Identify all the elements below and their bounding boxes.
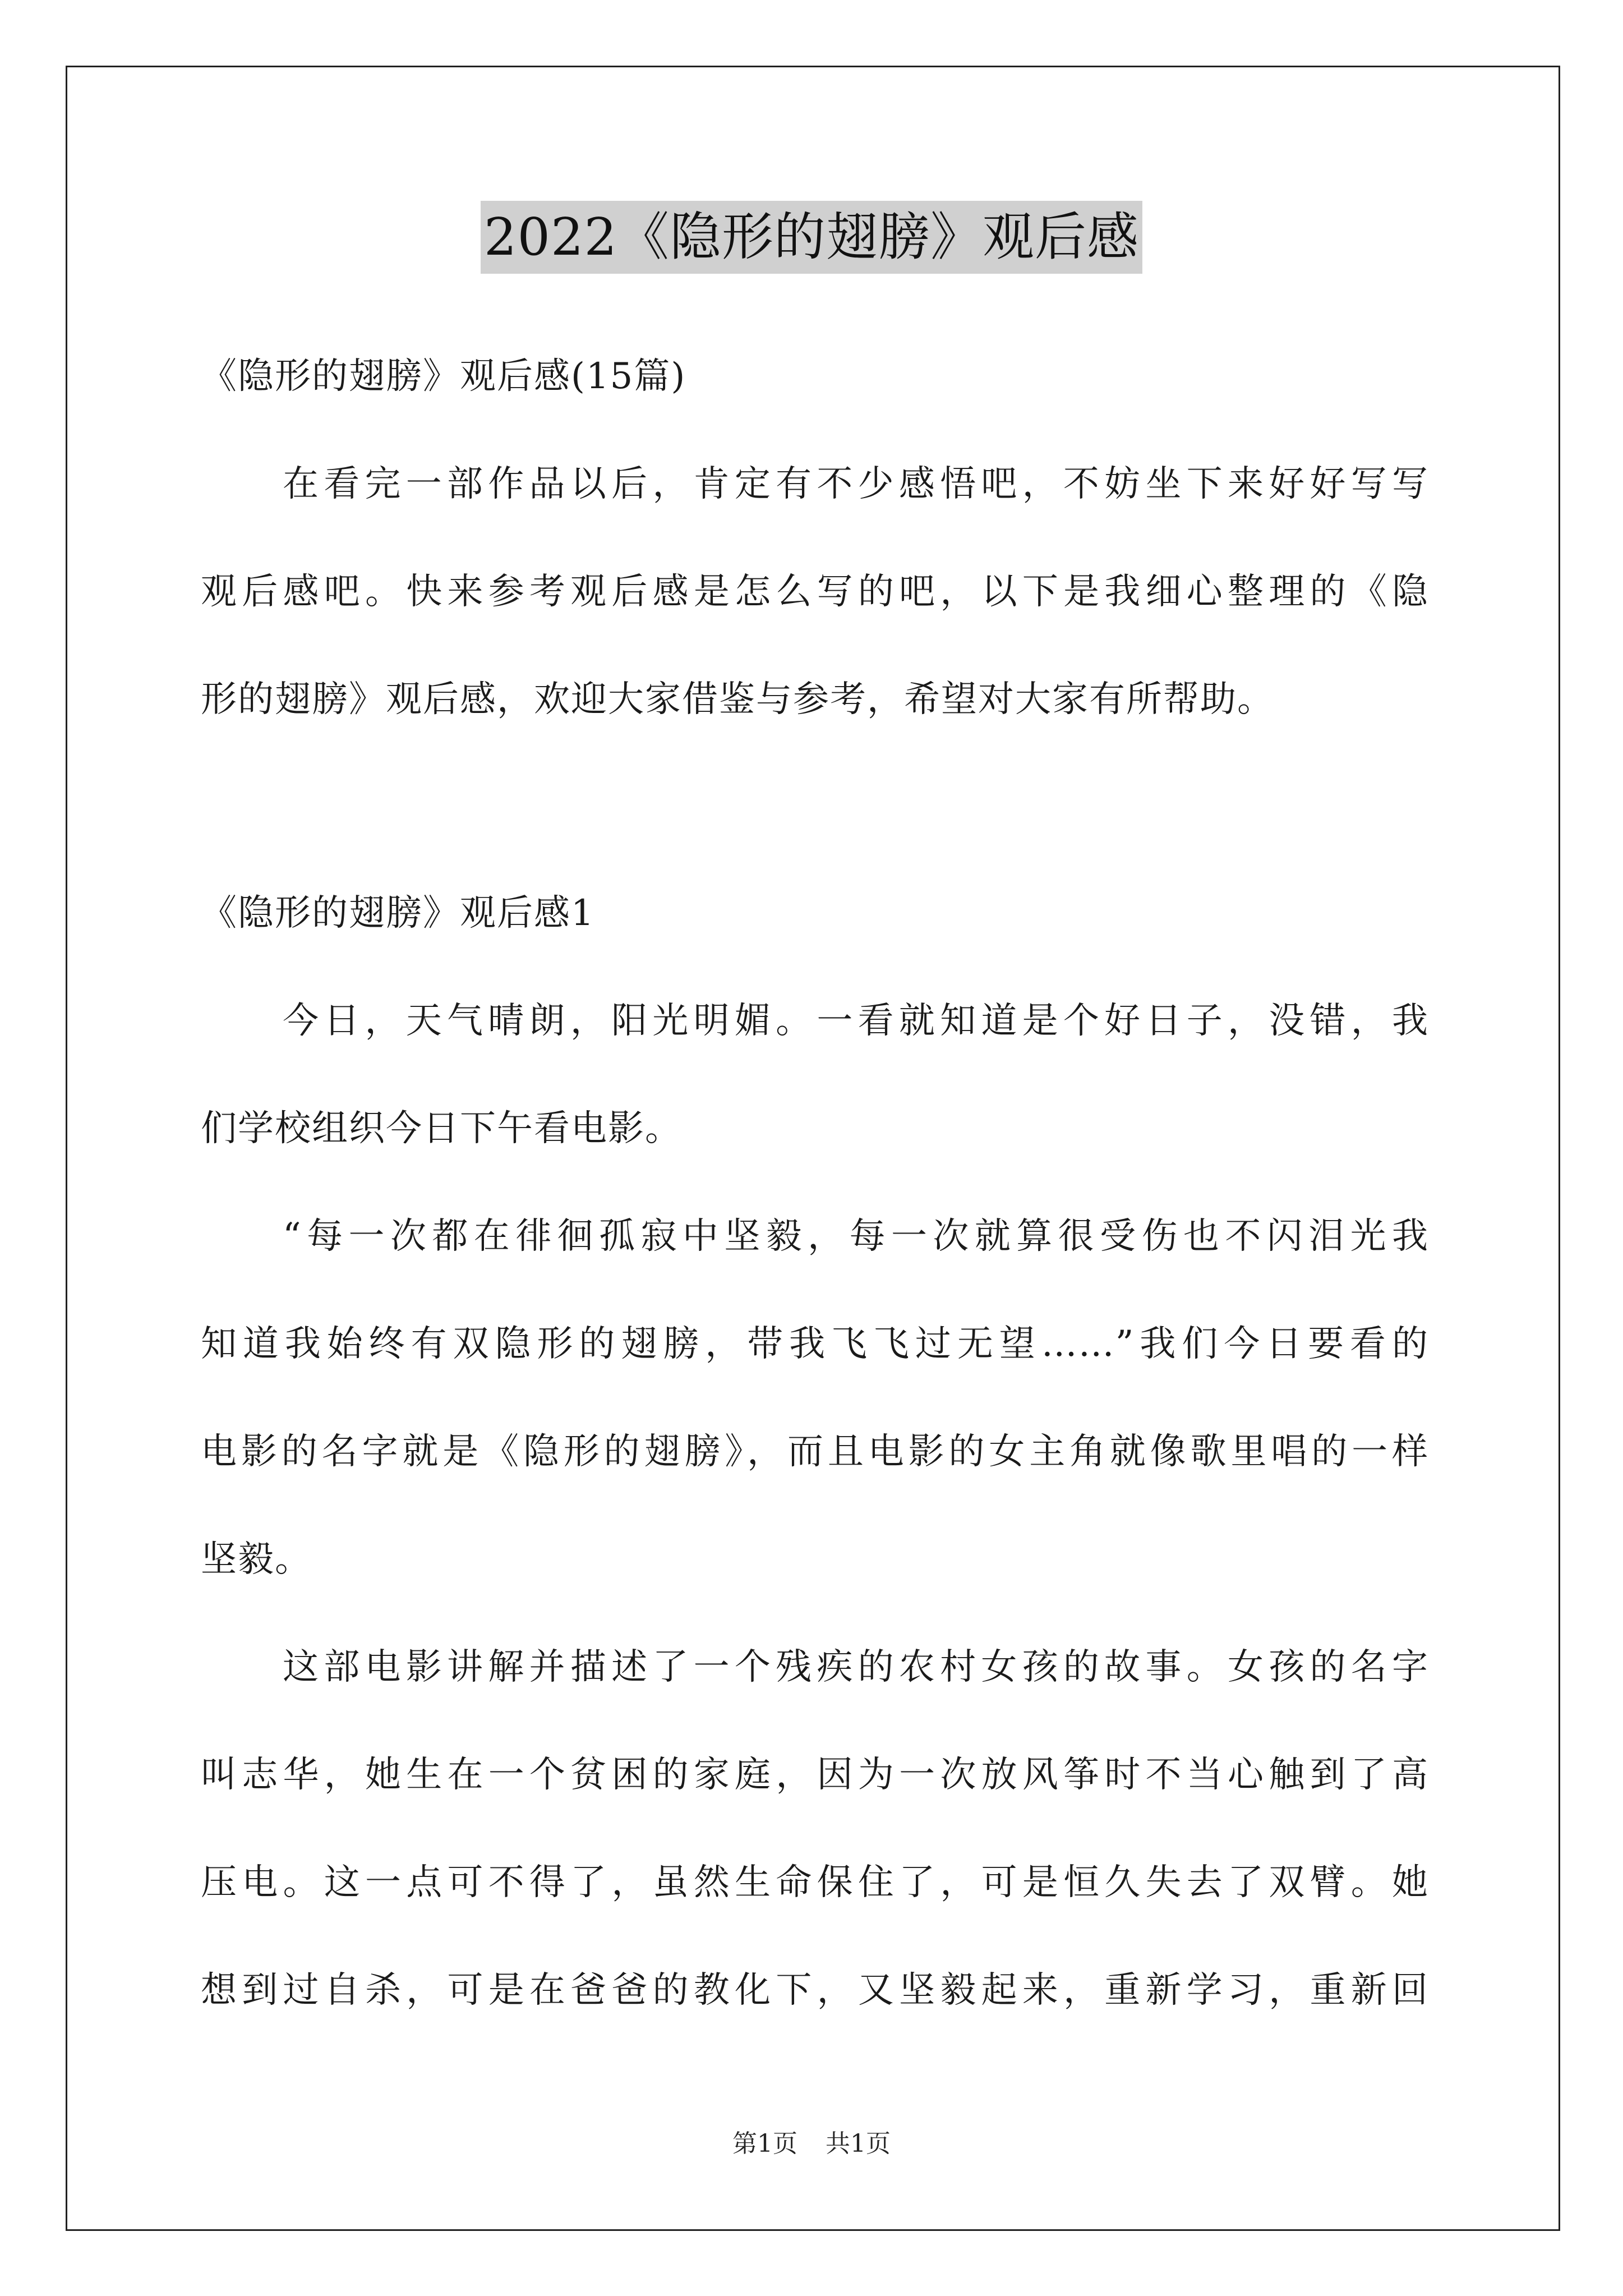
para3-line: 叫志华，她生在一个贫困的家庭，因为一次放风筝时不当心触到了高 — [201, 1754, 1429, 1796]
para1-line: 们学校组织今日下午看电影。 — [201, 1108, 682, 1149]
intro-line: 形的翅膀》观后感，欢迎大家借鉴与参考，希望对大家有所帮助。 — [201, 679, 1274, 720]
para3-line: 压电。这一点可不得了，虽然生命保住了，可是恒久失去了双臂。她 — [201, 1862, 1429, 1903]
page-number-total: 共1页 — [826, 2129, 891, 2158]
para2-line: “每一次都在徘徊孤寂中坚毅，每一次就算很受伤也不闪泪光我 — [283, 1216, 1429, 1257]
para2-line: 知道我始终有双隐形的翅膀，带我飞飞过无望……”我们今日要看的 — [201, 1323, 1429, 1365]
page-title: 2022《隐形的翅膀》观后感 — [481, 201, 1142, 274]
para3-line: 想到过自杀，可是在爸爸的教化下，又坚毅起来，重新学习，重新回 — [201, 1970, 1429, 2011]
subtitle: 《隐形的翅膀》观后感(15篇) — [201, 356, 686, 397]
para3-line: 这部电影讲解并描述了一个残疾的农村女孩的故事。女孩的名字 — [283, 1646, 1429, 1688]
page-footer — [0, 2127, 1623, 2161]
title-wrap — [0, 201, 1623, 274]
section-heading: 《隐形的翅膀》观后感1 — [201, 892, 595, 934]
intro-line: 观后感吧。快来参考观后感是怎么写的吧，以下是我细心整理的《隐 — [201, 571, 1429, 613]
page-number-current: 第1页 — [732, 2129, 797, 2158]
para1-line: 今日，天气晴朗，阳光明媚。一看就知道是个好日子，没错，我 — [283, 1000, 1429, 1042]
para2-line: 坚毅。 — [201, 1539, 312, 1580]
para2-line: 电影的名字就是《隐形的翅膀》，而且电影的女主角就像歌里唱的一样 — [201, 1431, 1429, 1473]
intro-line: 在看完一部作品以后，肯定有不少感悟吧，不妨坐下来好好写写 — [283, 463, 1429, 505]
